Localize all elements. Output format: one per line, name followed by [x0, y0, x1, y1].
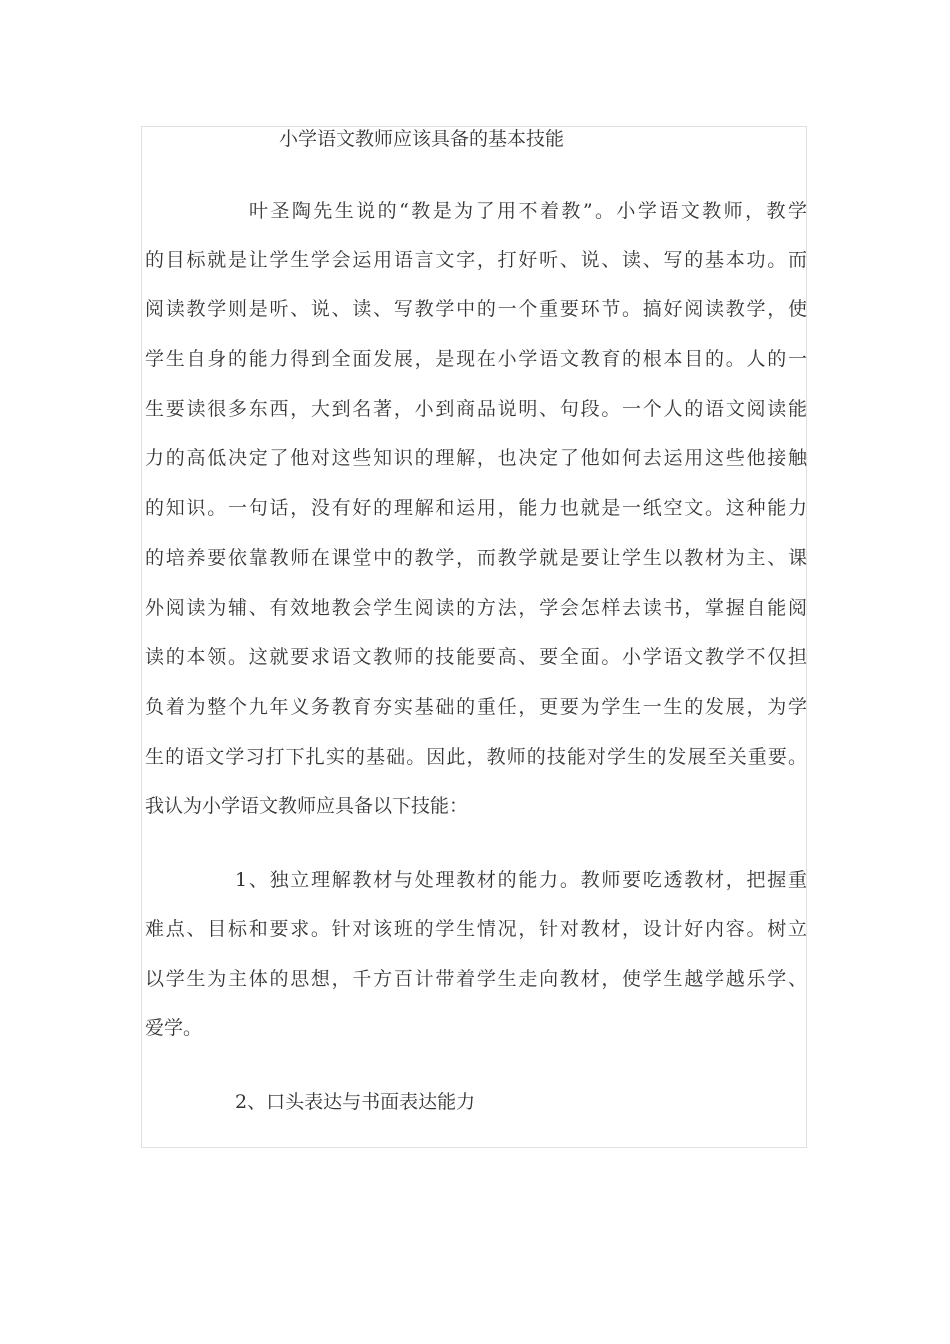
paragraph-1-line-11: 负着为整个九年义务教育夯实基础的重任，更要为学生一生的发展，为学 — [145, 696, 807, 718]
paragraph-2-line-3: 以学生为主体的思想，千方百计带着学生走向教材，使学生越学越乐学、 — [145, 968, 807, 990]
document-frame — [141, 126, 807, 1148]
document-title: 小学语文教师应该具备的基本技能 — [279, 128, 565, 150]
paragraph-1-line-7: 的知识。一句话，没有好的理解和运用，能力也就是一纸空文。这种能力 — [145, 497, 807, 519]
paragraph-2-line-2: 难点、目标和要求。针对该班的学生情况，针对教材，设计好内容。树立 — [145, 918, 807, 940]
paragraph-1-line-10: 读的本领。这就要求语文教师的技能要高、要全面。小学语文教学不仅担 — [145, 646, 807, 668]
paragraph-1-line-3: 阅读教学则是听、说、读、写教学中的一个重要环节。搞好阅读教学，使 — [145, 298, 807, 320]
paragraph-1-line-4: 学生自身的能力得到全面发展，是现在小学语文教育的根本目的。人的一 — [145, 348, 807, 370]
paragraph-1-line-9: 外阅读为辅、有效地教会学生阅读的方法，学会怎样去读书，掌握自能阅 — [145, 597, 807, 619]
paragraph-3-line-1: 2、口头表达与书面表达能力 — [235, 1091, 476, 1113]
paragraph-1-line-8: 的培养要依靠教师在课堂中的教学，而教学就是要让学生以教材为主、课 — [145, 547, 807, 569]
paragraph-1-line-13: 我认为小学语文教师应具备以下技能： — [145, 795, 469, 817]
paragraph-1-line-6: 力的高低决定了他对这些知识的理解，也决定了他如何去运用这些他接触 — [145, 447, 807, 469]
paragraph-1-line-1: 叶圣陶先生说的“教是为了用不着教”。小学语文教师，教学 — [249, 200, 807, 222]
paragraph-1-line-2: 的目标就是让学生学会运用语言文字，打好听、说、读、写的基本功。而 — [145, 249, 807, 271]
paragraph-2-line-4: 爱学。 — [145, 1017, 203, 1039]
paragraph-2-line-1: 1、独立理解教材与处理教材的能力。教师要吃透教材，把握重 — [235, 869, 807, 891]
paragraph-1-line-5: 生要读很多东西，大到名著，小到商品说明、句段。一个人的语文阅读能 — [145, 398, 807, 420]
paragraph-1-line-12: 生的语文学习打下扎实的基础。因此，教师的技能对学生的发展至关重要。 — [145, 746, 807, 768]
